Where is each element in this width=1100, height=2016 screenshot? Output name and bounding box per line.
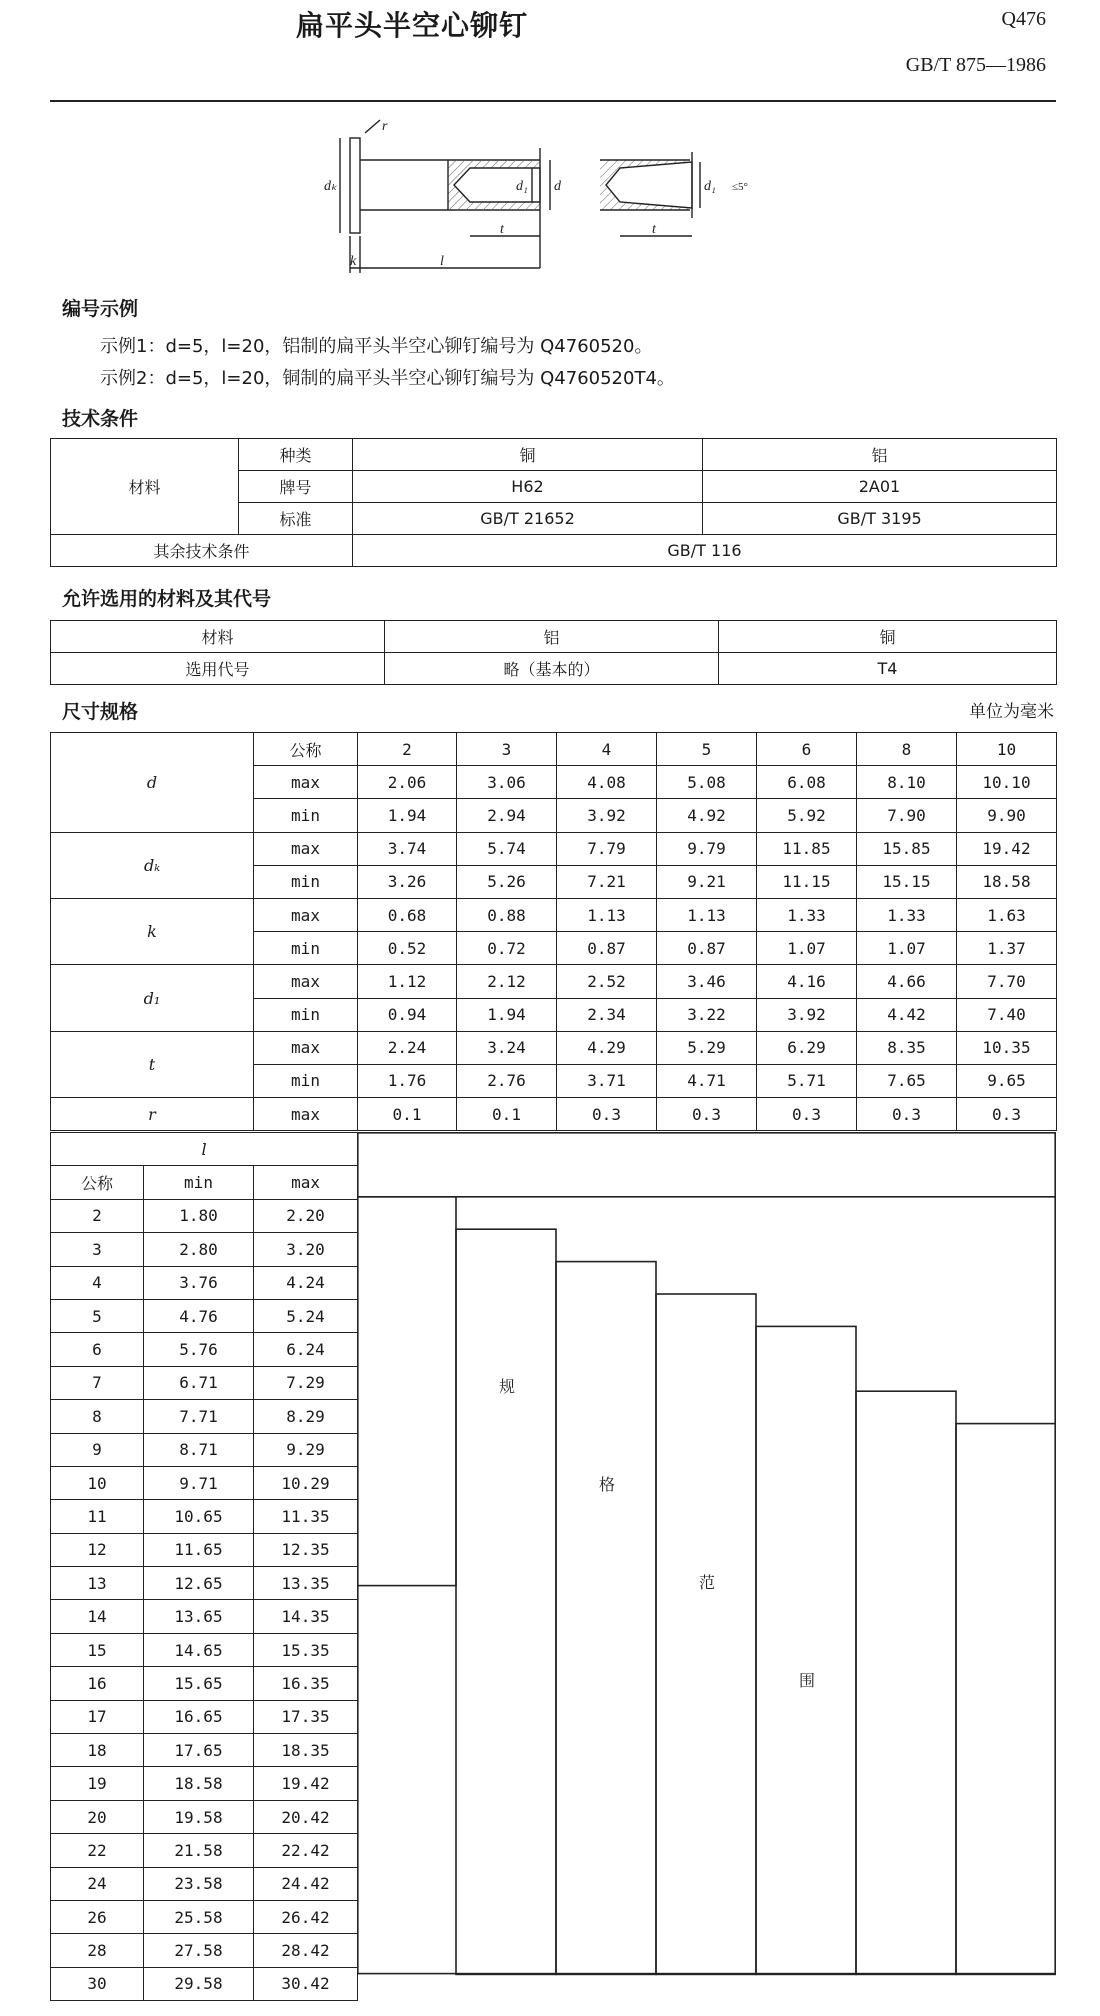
dim-value: 11.85: [757, 832, 857, 865]
length-value: 7: [51, 1366, 144, 1399]
unit-label: 单位为毫米: [969, 702, 1054, 722]
tech-cell: H62: [353, 471, 703, 503]
dim-value: 4.66: [857, 965, 957, 998]
dim-value: 1.13: [657, 898, 757, 931]
length-value: 8.29: [254, 1400, 358, 1433]
range-frame: [358, 1133, 1055, 1974]
length-value: 11: [51, 1500, 144, 1533]
dim-value: 0.94: [358, 998, 457, 1031]
header-rule: [50, 100, 1056, 102]
length-value: 13.65: [144, 1600, 254, 1633]
dim-value: 4.29: [557, 1031, 657, 1064]
dim-value: 1.07: [757, 932, 857, 965]
length-value: 13.35: [254, 1567, 358, 1600]
length-value: 2.20: [254, 1199, 358, 1232]
length-value: 30: [51, 1967, 144, 2000]
label-dk: dₖ: [324, 179, 337, 194]
dim-value: 1.07: [857, 932, 957, 965]
row-label: max: [254, 832, 358, 865]
label-l: l: [440, 254, 444, 269]
length-row: [51, 1533, 358, 1566]
dim-value: 9.79: [657, 832, 757, 865]
dim-value: 4.42: [857, 998, 957, 1031]
range-text: 围: [798, 1671, 816, 1690]
length-value: 4.76: [144, 1299, 254, 1332]
dims-row: [51, 1098, 1057, 1131]
dim-value: 0.3: [957, 1098, 1057, 1131]
length-row: [51, 1333, 358, 1366]
part-code: Q476: [1001, 8, 1046, 30]
length-symbol: l: [51, 1133, 358, 1166]
dim-value: 0.87: [657, 932, 757, 965]
dim-value: 0.1: [358, 1098, 457, 1131]
dim-symbol: r: [51, 1098, 254, 1131]
size-header: 5: [657, 733, 757, 766]
dim-value: 4.92: [657, 799, 757, 832]
dim-value: 1.94: [457, 998, 557, 1031]
dim-value: 1.33: [857, 898, 957, 931]
size-header: 8: [857, 733, 957, 766]
dim-value: 4.16: [757, 965, 857, 998]
length-row: [51, 1199, 358, 1232]
length-row: [51, 1800, 358, 1833]
length-value: 21.58: [144, 1834, 254, 1867]
dims-row: [51, 1031, 1057, 1064]
length-value: 3: [51, 1233, 144, 1266]
label-d: d: [554, 179, 561, 194]
length-row: [51, 1500, 358, 1533]
length-value: 22.42: [254, 1834, 358, 1867]
dim-value: 19.42: [957, 832, 1057, 865]
alt-row: [51, 621, 1057, 653]
tech-table: [50, 438, 1057, 567]
dim-symbol: t: [51, 1031, 254, 1097]
length-value: 13: [51, 1567, 144, 1600]
length-value: 14: [51, 1600, 144, 1633]
length-row: [51, 1767, 358, 1800]
length-value: 18: [51, 1734, 144, 1767]
alt-cell: 略（基本的）: [385, 653, 719, 685]
dim-value: 18.58: [957, 865, 1057, 898]
range-bar: [456, 1229, 556, 1974]
length-value: 6.71: [144, 1366, 254, 1399]
length-value: 20: [51, 1800, 144, 1833]
length-value: 24.42: [254, 1867, 358, 1900]
length-value: 19: [51, 1767, 144, 1800]
dim-value: 8.35: [857, 1031, 957, 1064]
length-value: 23.58: [144, 1867, 254, 1900]
dim-value: 7.70: [957, 965, 1057, 998]
length-range-chart: [357, 1132, 1056, 2012]
dim-value: 5.92: [757, 799, 857, 832]
size-header: 10: [957, 733, 1057, 766]
length-value: 14.65: [144, 1633, 254, 1666]
dims-row: [51, 832, 1057, 865]
dims-row: [51, 898, 1057, 931]
length-value: 2.80: [144, 1233, 254, 1266]
row-label: min: [254, 998, 358, 1031]
dim-value: 4.08: [557, 766, 657, 799]
alt-cell: 铝: [385, 621, 719, 653]
alt-table: [50, 620, 1057, 685]
length-value: 10.29: [254, 1466, 358, 1499]
range-bar: [656, 1294, 756, 1974]
label-r: r: [382, 119, 388, 134]
alt-heading: 允许选用的材料及其代号: [62, 588, 272, 610]
length-row: [51, 1466, 358, 1499]
length-value: 16.35: [254, 1667, 358, 1700]
dim-value: 7.90: [857, 799, 957, 832]
dim-value: 7.65: [857, 1064, 957, 1097]
range-bar: [357, 1197, 456, 1586]
length-row: [51, 1366, 358, 1399]
length-value: 14.35: [254, 1600, 358, 1633]
length-value: 25.58: [144, 1900, 254, 1933]
length-value: 29.58: [144, 1967, 254, 2000]
row-label: max: [254, 766, 358, 799]
tech-cell: 标准: [239, 503, 353, 535]
length-value: 8: [51, 1400, 144, 1433]
length-value: 18.58: [144, 1767, 254, 1800]
alt-cell: 选用代号: [51, 653, 385, 685]
dim-value: 4.71: [657, 1064, 757, 1097]
length-row: [51, 1299, 358, 1332]
length-row: [51, 1867, 358, 1900]
dim-value: 10.35: [957, 1031, 1057, 1064]
length-value: 9.29: [254, 1433, 358, 1466]
label-d1-2: d₁: [704, 179, 716, 194]
dim-value: 0.72: [457, 932, 557, 965]
length-value: 5.24: [254, 1299, 358, 1332]
dim-value: 9.65: [957, 1064, 1057, 1097]
dim-value: 0.87: [557, 932, 657, 965]
dim-value: 1.94: [358, 799, 457, 832]
length-value: 19.42: [254, 1767, 358, 1800]
length-value: 5.76: [144, 1333, 254, 1366]
standard-number: GB/T 875—1986: [905, 54, 1046, 76]
dim-value: 6.29: [757, 1031, 857, 1064]
length-value: 2: [51, 1199, 144, 1232]
row-label: max: [254, 1098, 358, 1131]
dims-table: [50, 732, 1057, 1131]
length-value: 8.71: [144, 1433, 254, 1466]
dims-heading: 尺寸规格: [62, 701, 139, 723]
alt-cell: 铜: [719, 621, 1057, 653]
length-value: 22: [51, 1834, 144, 1867]
dim-value: 3.24: [457, 1031, 557, 1064]
length-value: 26: [51, 1900, 144, 1933]
length-value: 18.35: [254, 1734, 358, 1767]
row-label: min: [254, 865, 358, 898]
dim-value: 0.88: [457, 898, 557, 931]
tech-cell: GB/T 116: [353, 535, 1057, 567]
length-value: 16: [51, 1667, 144, 1700]
length-value: 15.35: [254, 1633, 358, 1666]
length-header: 公称: [51, 1166, 144, 1199]
dim-value: 5.71: [757, 1064, 857, 1097]
length-symbol-row: [51, 1133, 358, 1166]
tech-heading: 技术条件: [62, 408, 139, 430]
length-value: 12.35: [254, 1533, 358, 1566]
range-bar: [856, 1391, 956, 1974]
rivet-drawing: [320, 118, 790, 278]
dim-value: 1.37: [957, 932, 1057, 965]
length-header: max: [254, 1166, 358, 1199]
range-bar: [556, 1262, 656, 1975]
dim-value: 8.10: [857, 766, 957, 799]
length-value: 17.35: [254, 1700, 358, 1733]
tech-cell: 铝: [703, 439, 1057, 471]
length-header-row: [51, 1166, 358, 1199]
dim-value: 2.76: [457, 1064, 557, 1097]
size-header: 4: [557, 733, 657, 766]
dim-value: 3.71: [557, 1064, 657, 1097]
dim-value: 5.26: [457, 865, 557, 898]
length-value: 4: [51, 1266, 144, 1299]
dim-value: 0.1: [457, 1098, 557, 1131]
length-row: [51, 1967, 358, 2000]
length-value: 30.42: [254, 1967, 358, 2000]
label-t: t: [500, 222, 504, 237]
length-value: 26.42: [254, 1900, 358, 1933]
tech-cell: 2A01: [703, 471, 1057, 503]
page-title: 扁平头半空心铆钉: [296, 9, 529, 42]
dim-value: 9.90: [957, 799, 1057, 832]
dim-value: 0.3: [557, 1098, 657, 1131]
material-label: 材料: [51, 439, 239, 535]
length-row: [51, 1700, 358, 1733]
length-value: 10: [51, 1466, 144, 1499]
example-2: 示例2：d=5，l=20，铜制的扁平头半空心铆钉编号为 Q4760520T4。: [100, 368, 675, 389]
row-label: min: [254, 1064, 358, 1097]
length-value: 12.65: [144, 1567, 254, 1600]
length-value: 16.65: [144, 1700, 254, 1733]
dim-value: 5.08: [657, 766, 757, 799]
dim-value: 2.06: [358, 766, 457, 799]
dim-value: 3.92: [557, 799, 657, 832]
length-value: 24: [51, 1867, 144, 1900]
dim-symbol: dₖ: [51, 832, 254, 898]
range-bar: [756, 1326, 856, 1974]
row-label: min: [254, 932, 358, 965]
row-label: min: [254, 799, 358, 832]
tech-row: [51, 439, 1057, 471]
length-value: 15.65: [144, 1667, 254, 1700]
dim-value: 15.85: [857, 832, 957, 865]
dim-value: 3.06: [457, 766, 557, 799]
dim-value: 2.34: [557, 998, 657, 1031]
dim-value: 2.24: [358, 1031, 457, 1064]
dim-value: 2.52: [557, 965, 657, 998]
length-value: 28: [51, 1934, 144, 1967]
length-value: 5: [51, 1299, 144, 1332]
length-row: [51, 1934, 358, 1967]
length-value: 15: [51, 1633, 144, 1666]
length-value: 4.24: [254, 1266, 358, 1299]
examples-heading: 编号示例: [62, 298, 139, 320]
alt-cell: T4: [719, 653, 1057, 685]
example-1: 示例1：d=5，l=20，铝制的扁平头半空心铆钉编号为 Q4760520。: [100, 336, 653, 357]
length-row: [51, 1734, 358, 1767]
length-value: 17: [51, 1700, 144, 1733]
dim-value: 3.26: [358, 865, 457, 898]
dim-value: 0.3: [757, 1098, 857, 1131]
dim-value: 1.13: [557, 898, 657, 931]
range-text: 规: [498, 1377, 516, 1396]
dim-symbol: d₁: [51, 965, 254, 1031]
length-row: [51, 1900, 358, 1933]
dims-header-row: [51, 733, 1057, 766]
dims-row: [51, 965, 1057, 998]
length-value: 17.65: [144, 1734, 254, 1767]
length-table: [50, 1132, 358, 2001]
dim-value: 3.46: [657, 965, 757, 998]
dim-value: 1.63: [957, 898, 1057, 931]
dim-value: 15.15: [857, 865, 957, 898]
length-value: 11.35: [254, 1500, 358, 1533]
dim-value: 1.76: [358, 1064, 457, 1097]
dim-value: 6.08: [757, 766, 857, 799]
label-k: k: [350, 254, 357, 269]
length-row: [51, 1233, 358, 1266]
length-value: 9.71: [144, 1466, 254, 1499]
length-value: 6.24: [254, 1333, 358, 1366]
length-value: 20.42: [254, 1800, 358, 1833]
range-text: 范: [698, 1573, 716, 1592]
dim-value: 7.40: [957, 998, 1057, 1031]
range-text: 格: [598, 1475, 616, 1494]
dim-value: 9.21: [657, 865, 757, 898]
length-row: [51, 1266, 358, 1299]
length-row: [51, 1667, 358, 1700]
length-row: [51, 1567, 358, 1600]
tech-cell: 铜: [353, 439, 703, 471]
length-value: 7.29: [254, 1366, 358, 1399]
alt-row: [51, 653, 1057, 685]
dim-value: 3.92: [757, 998, 857, 1031]
row-label: max: [254, 898, 358, 931]
dim-value: 0.68: [358, 898, 457, 931]
length-value: 28.42: [254, 1934, 358, 1967]
length-row: [51, 1400, 358, 1433]
tech-cell: 其余技术条件: [51, 535, 353, 567]
dim-value: 0.3: [857, 1098, 957, 1131]
length-value: 9: [51, 1433, 144, 1466]
rivet-head: [350, 138, 360, 233]
length-value: 3.20: [254, 1233, 358, 1266]
alt-cell: 材料: [51, 621, 385, 653]
length-header: min: [144, 1166, 254, 1199]
length-value: 19.58: [144, 1800, 254, 1833]
length-row: [51, 1834, 358, 1867]
length-value: 27.58: [144, 1934, 254, 1967]
row-label: max: [254, 965, 358, 998]
tech-row: [51, 535, 1057, 567]
tech-cell: GB/T 21652: [353, 503, 703, 535]
length-value: 10.65: [144, 1500, 254, 1533]
size-header: 2: [358, 733, 457, 766]
length-row: [51, 1600, 358, 1633]
tech-cell: GB/T 3195: [703, 503, 1057, 535]
dim-value: 0.52: [358, 932, 457, 965]
size-header: 3: [457, 733, 557, 766]
tech-cell: 种类: [239, 439, 353, 471]
dim-value: 3.22: [657, 998, 757, 1031]
dim-value: 7.21: [557, 865, 657, 898]
length-section: [50, 1132, 1056, 2012]
dim-value: 2.12: [457, 965, 557, 998]
size-header: 6: [757, 733, 857, 766]
range-bar: [956, 1424, 1056, 1975]
tech-cell: 牌号: [239, 471, 353, 503]
dim-value: 3.74: [358, 832, 457, 865]
dim-value: 5.29: [657, 1031, 757, 1064]
length-row: [51, 1433, 358, 1466]
length-row: [51, 1633, 358, 1666]
row-label: max: [254, 1031, 358, 1064]
length-value: 1.80: [144, 1199, 254, 1232]
dim-value: 5.74: [457, 832, 557, 865]
length-value: 7.71: [144, 1400, 254, 1433]
dim-value: 1.12: [358, 965, 457, 998]
dim-symbol: d: [51, 733, 254, 833]
length-value: 3.76: [144, 1266, 254, 1299]
dim-value: 1.33: [757, 898, 857, 931]
length-value: 6: [51, 1333, 144, 1366]
dim-value: 0.3: [657, 1098, 757, 1131]
length-value: 12: [51, 1533, 144, 1566]
label-angle: ≤5°: [732, 181, 748, 193]
dim-symbol: k: [51, 898, 254, 964]
label-t2: t: [652, 222, 656, 237]
dim-value: 2.94: [457, 799, 557, 832]
length-value: 11.65: [144, 1533, 254, 1566]
dim-value: 11.15: [757, 865, 857, 898]
dim-value: 10.10: [957, 766, 1057, 799]
label-d1: d₁: [516, 179, 528, 194]
nominal-label: 公称: [254, 733, 358, 766]
dim-value: 7.79: [557, 832, 657, 865]
